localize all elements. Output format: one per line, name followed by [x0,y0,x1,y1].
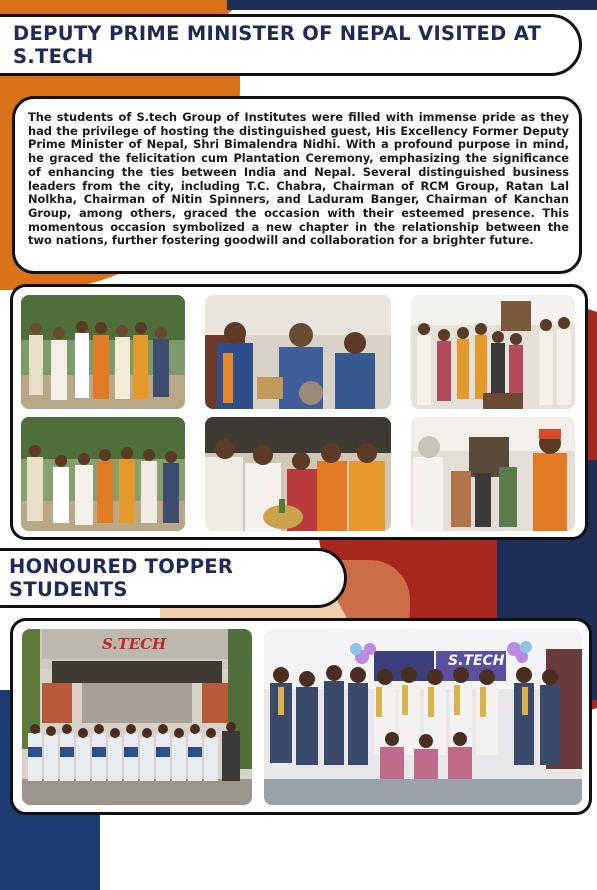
photo-group-hall [411,295,575,409]
navy-accent-top [227,0,597,10]
photo-garden-welcome [21,417,185,531]
photo-felicitation-indoor [205,295,391,409]
section-title-toppers [0,548,347,608]
photo-greeting-namaste [411,417,575,531]
event-photo-gallery [10,284,588,540]
section-title-text: HONOURED TOPPER STUDENTS [9,555,234,601]
banner-sign: S.TECH [448,653,505,669]
photo-garden-walk [21,295,185,409]
topper-photo-gallery [10,618,592,815]
article-paragraph: The students of S.tech Group of Institutes were filled with immense pride as they had the privilege of hosting the distinguished guest, His Excellency Former Deputy Prime Minister of Nepal, Shri Bimalendra Nidhi. With a profound purpose in mind, he graced the felicitation cum Plantation Ceremony, emphasizing the significance of enhancing the ties between India and Nepal. Several distinguished business leaders from the city, including T.C. Chabra, Chairman of RCM Group, Ratan Lal Nolkha, Chairman of Nitin Spinners, and Laduram Banger, Chairman of Kanchan Group, among others, graced the occasion with their esteemed presence. This momentous occasion symbolized a new chapter in the relationship between the two nations, further fostering goodwill and collaboration for a brighter future. [28,110,569,248]
section-title-deputy-pm [0,14,582,76]
photo-campus-group [22,629,252,805]
article-text-card [12,96,582,274]
photo-sapling-ceremony [205,417,391,531]
photo-toppers-stage [264,629,582,805]
section-title-text: DEPUTY PRIME MINISTER OF NEPAL VISITED AT S.TECH [13,22,542,68]
building-sign: S.TECH [102,635,167,653]
